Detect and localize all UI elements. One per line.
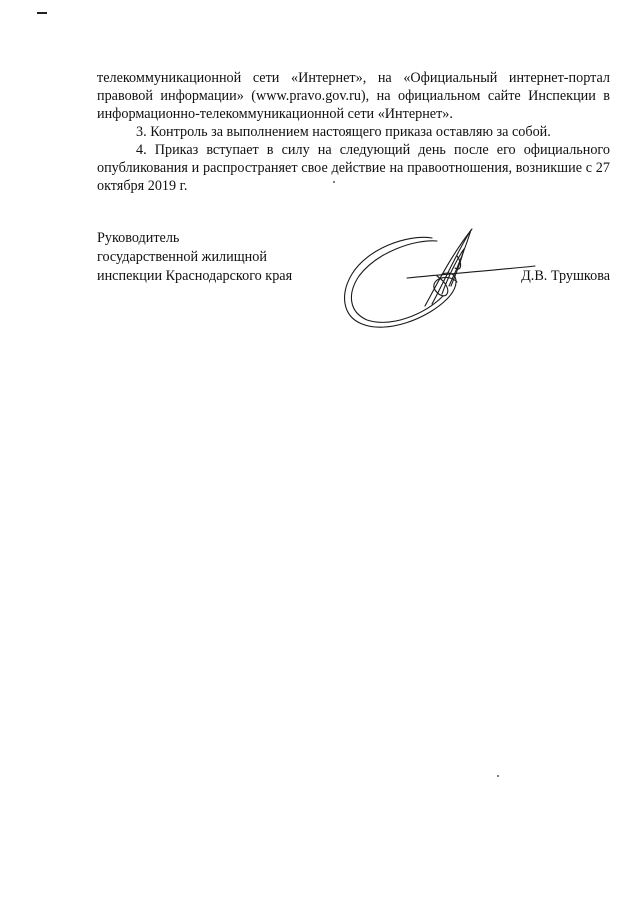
signer-name: Д.В. Трушкова — [521, 268, 610, 284]
paragraph-control: 3. Контроль за выполнением настоящего приказа оставляю за собой. — [136, 124, 551, 140]
scan-speck — [333, 181, 335, 183]
signer-position-line: инспекции Краснодарского края — [97, 268, 293, 284]
signer-position-line: Руководитель — [97, 230, 180, 246]
signer-position — [97, 229, 292, 286]
document-body — [97, 69, 610, 195]
scan-speck — [497, 775, 499, 777]
corner-mark — [37, 12, 47, 14]
signer-position-line: государственной жилищной — [97, 249, 267, 265]
paragraph-effective-date: 4. Приказ вступает в силу на следующий день после его официального опубликования и распространяет свое действие на правоотношения, возникшие с 27 октября 2019 г. — [97, 142, 610, 194]
handwritten-signature — [337, 194, 537, 339]
signature-block — [97, 229, 610, 339]
paragraph-publication: телекоммуникационной сети «Интернет», на «Официальный интернет-портал правовой информации» (www.pravo.gov.ru), на официальном сайте Инспекции в информационно-телекоммуникационной сети «Интернет». — [97, 70, 610, 122]
